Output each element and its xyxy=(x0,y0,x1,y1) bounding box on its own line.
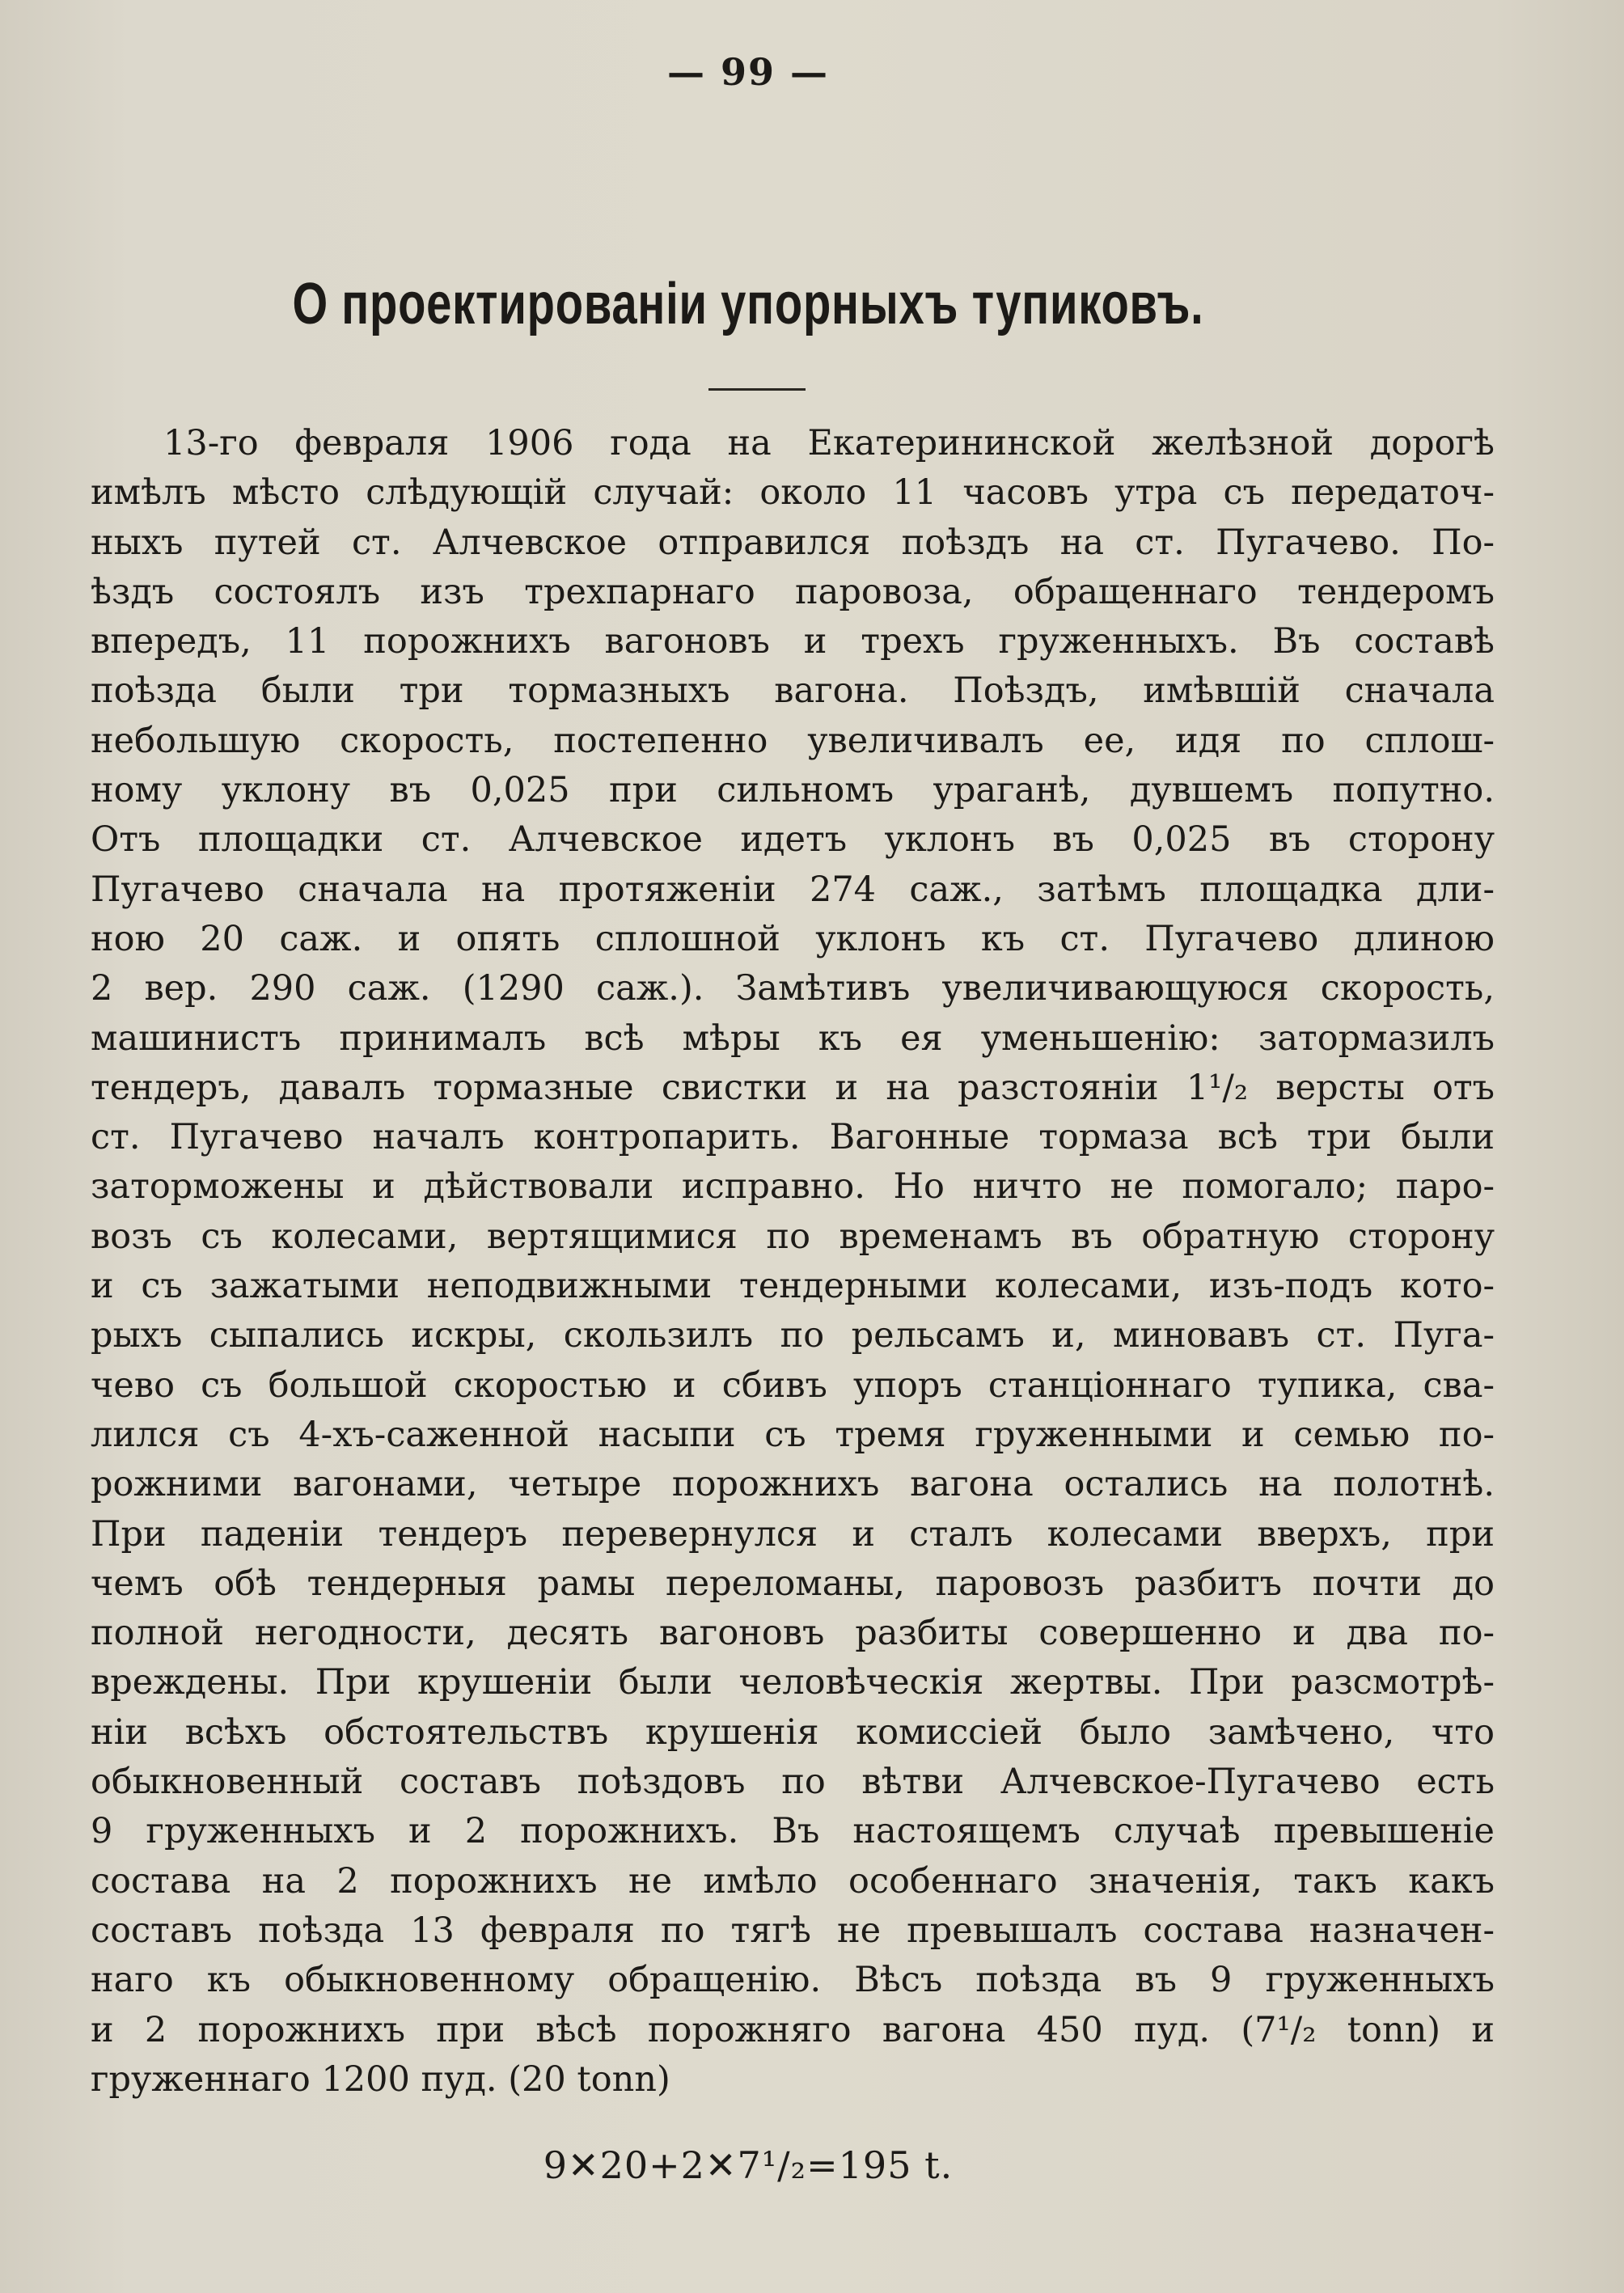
text-line: составъ поѣзда 13 февраля по тягѣ не превышалъ состава назначен- xyxy=(91,1910,1495,1951)
text-line: лился съ 4-хъ-саженной насыпи съ тремя груженными и семью по- xyxy=(91,1414,1495,1455)
text-line: возъ съ колесами, вертящимися по временамъ въ обратную сторону xyxy=(91,1216,1495,1257)
text-line: При паденіи тендеръ перевернулся и сталъ колесами вверхъ, при xyxy=(91,1513,1495,1555)
text-line: ному уклону въ 0,025 при сильномъ ураганѣ, дувшемъ попутно. xyxy=(91,770,1495,811)
text-line: чево съ большой скоростью и сбивъ упоръ станціоннаго тупика, сва- xyxy=(91,1364,1495,1406)
title-divider xyxy=(708,388,806,391)
text-line: Отъ площадки ст. Алчевское идетъ уклонъ въ 0,025 въ сторону xyxy=(91,819,1495,861)
text-line: 13-го февраля 1906 года на Екатерининской желѣзной дорогѣ xyxy=(163,423,1495,463)
text-line: впередъ, 11 порожнихъ вагоновъ и трехъ груженныхъ. Въ составѣ xyxy=(91,621,1495,662)
text-line: груженнаго 1200 пуд. (20 tonn) xyxy=(91,2058,670,2100)
text-line: тендеръ, давалъ тормазные свистки и на разстояніи 1¹/₂ версты отъ xyxy=(91,1067,1495,1108)
article-body xyxy=(91,419,1495,2105)
text-line: полной негодности, десять вагоновъ разбиты совершенно и два по- xyxy=(91,1613,1495,1654)
text-line: и 2 порожнихъ при вѣсѣ порожняго вагона 450 пуд. (7¹/₂ tonn) и xyxy=(91,2009,1495,2050)
text-line: 9 груженныхъ и 2 порожнихъ. Въ настоящемъ случаѣ превышеніе xyxy=(91,1811,1495,1852)
text-line: машинистъ принималъ всѣ мѣры къ ея уменьшенію: затормазилъ xyxy=(91,1017,1495,1059)
text-line: рожними вагонами, четыре порожнихъ вагона остались на полотнѣ. xyxy=(91,1464,1495,1505)
text-line: чемъ обѣ тендерныя рамы переломаны, паровозъ разбитъ почти до xyxy=(91,1563,1495,1604)
text-line: наго къ обыкновенному обращенію. Вѣсъ поѣзда въ 9 груженныхъ xyxy=(91,1960,1495,2001)
text-line: обыкновенный составъ поѣздовъ по вѣтви Алчевское-Пугачево есть xyxy=(91,1762,1495,1803)
page-number: — 99 — xyxy=(666,50,830,94)
text-line: ст. Пугачево началъ контропарить. Вагонные тормаза всѣ три были xyxy=(91,1117,1495,1158)
text-line: вреждены. При крушеніи были человѣческія жертвы. При разсмотрѣ- xyxy=(91,1662,1495,1703)
weight-formula: 9✕20+2✕7¹/₂=195 t. xyxy=(543,2143,954,2187)
text-line: ныхъ путей ст. Алчевское отправился поѣздъ на ст. Пугачево. По- xyxy=(91,522,1495,563)
text-line: ною 20 саж. и опять сплошной уклонъ къ ст. Пугачево длиною xyxy=(91,918,1495,959)
text-line: 2 вер. 290 саж. (1290 саж.). Замѣтивъ увеличивающуюся скорость, xyxy=(91,968,1495,1009)
text-line: ніи всѣхъ обстоятельствъ крушенія комиссіей было замѣчено, что xyxy=(91,1711,1495,1753)
text-line: заторможены и дѣйствовали исправно. Но ничто не помогало; паро- xyxy=(91,1166,1495,1208)
text-line: и съ зажатыми неподвижными тендерными колесами, изъ-подъ кото- xyxy=(91,1266,1495,1307)
text-line: имѣлъ мѣсто слѣдующій случай: около 11 часовъ утра съ передаточ- xyxy=(91,472,1495,514)
text-line: рыхъ сыпались искры, скользилъ по рельсамъ и, миновавъ ст. Пуга- xyxy=(91,1315,1495,1356)
article-title: О проектированіи упорныхъ тупиковъ. xyxy=(292,272,1204,336)
text-line: ѣздъ состоялъ изъ трехпарнаго паровоза, обращеннаго тендеромъ xyxy=(91,571,1495,612)
text-line: состава на 2 порожнихъ не имѣло особеннаго значенія, такъ какъ xyxy=(91,1860,1495,1902)
text-line: Пугачево сначала на протяженіи 274 саж., затѣмъ площадка дли- xyxy=(91,869,1495,910)
text-line: поѣзда были три тормазныхъ вагона. Поѣздъ, имѣвшій сначала xyxy=(91,671,1495,712)
text-line: небольшую скорость, постепенно увеличивалъ ее, идя по сплош- xyxy=(91,720,1495,761)
